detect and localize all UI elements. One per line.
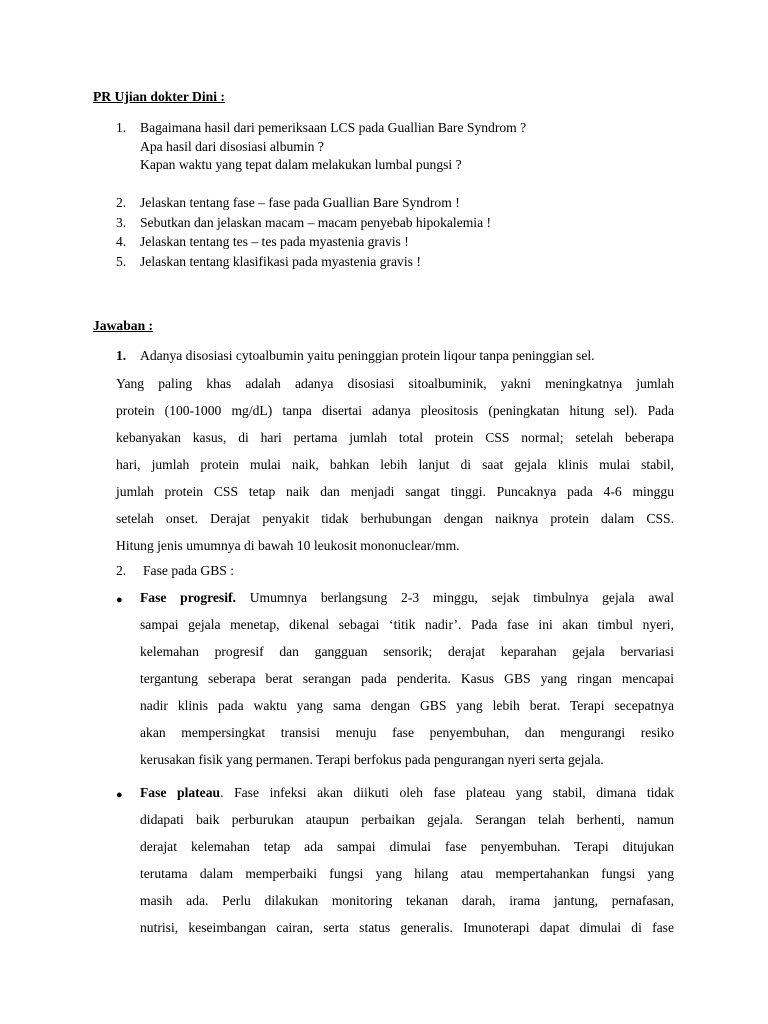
paragraph-line: kerusakan fisik yang permanen. Terapi berfokus pada pengurangan nyeri serta gejala. [140,752,604,767]
question-number: 1. [116,120,127,135]
answer-2-heading: Fase pada GBS : [143,563,234,578]
phase-progresif [140,584,674,773]
question-text: Bagaimana hasil dari pemeriksaan LCS pada Guallian Bare Syndrom ? [140,120,527,135]
paragraph-line: kebanyakan kasus, di hari pertama jumlah total protein CSS normal; setelah beberapa [116,430,674,445]
question-text: Kapan waktu yang tepat dalam melakukan lumbal pungsi ? [140,157,462,172]
paragraph-line: sampai gejala menetap, dikenal sebagai ‘titik nadir’. Pada fase ini akan timbul nyeri, [140,617,674,632]
document-title: PR Ujian dokter Dini : [93,89,225,104]
answers-heading: Jawaban : [93,318,154,333]
answer-first-line: Adanya disosiasi cytoalbumin yaitu peninggian protein liqour tanpa peninggian sel. [140,348,595,363]
question-number: 2. [116,195,127,210]
paragraph-line: derajat kelemahan tetap ada sampai dimulai fase penyembuhan. Terapi ditujukan [140,839,674,854]
question-text: Jelaskan tentang fase – fase pada Guallian Bare Syndrom ! [140,195,460,210]
phase-first-text: Umumnya berlangsung 2-3 minggu, sejak timbulnya gejala awal [249,590,674,605]
question-number: 3. [116,215,127,230]
paragraph-line: nutrisi, keseimbangan cairan, serta status generalis. Imunoterapi dapat dimulai di fase [140,920,674,935]
answer-number: 2. [116,563,127,578]
question-text: Apa hasil dari disosiasi albumin ? [140,139,324,154]
question-number: 4. [116,234,127,249]
paragraph-line: Yang paling khas adalah adanya disosiasi sitoalbuminik, yakni meningkatnya jumlah [116,376,674,391]
paragraph-line: nadir klinis pada waktu yang sama dengan GBS yang lebih berat. Terapi secepatnya [140,698,674,713]
paragraph-line: tergantung seberapa berat serangan pada penderita. Kasus GBS yang ringan mencapai [140,671,674,686]
paragraph-line [140,779,674,806]
phase-plateau [140,779,674,941]
paragraph-line: akan mempersingkat transisi menuju fase penyembuhan, dan mengurangi resiko [140,725,674,740]
phase-term: Fase plateau [140,785,221,800]
paragraph-line: hari, jumlah protein mulai naik, bahkan lebih lanjut di saat gejala klinis mulai stabil, [116,457,674,472]
paragraph-line: didapati baik perburukan ataupun perbaikan gejala. Serangan telah berhenti, namun [140,812,674,827]
bullet-icon: ● [116,594,123,606]
question-text: Sebutkan dan jelaskan macam – macam penyebab hipokalemia ! [140,215,492,230]
phase-term: Fase progresif. [140,590,236,605]
answer-number: 1. [116,348,127,363]
answer-1-paragraph [116,370,674,559]
paragraph-line: protein (100-1000 mg/dL) tanpa disertai adanya pleositosis (peningkatan hitung sel). Pada [116,403,674,418]
question-text: Jelaskan tentang tes – tes pada myastenia gravis ! [140,234,409,249]
paragraph-line: kelemahan progresif dan gangguan sensorik; derajat keparahan gejala bervariasi [140,644,674,659]
bullet-icon: ● [116,789,123,801]
paragraph-line: jumlah protein CSS tetap naik dan menjadi sangat tinggi. Puncaknya pada 4-6 minggu [116,484,674,499]
paragraph-line [140,584,674,611]
paragraph-line: setelah onset. Derajat penyakit tidak berhubungan dengan naiknya protein dalam CSS. [116,511,674,526]
paragraph-line: Hitung jenis umumnya di bawah 10 leukosit mononuclear/mm. [116,538,460,553]
question-text: Jelaskan tentang klasifikasi pada myastenia gravis ! [140,254,421,269]
question-number: 5. [116,254,127,269]
phase-first-text: . Fase infeksi akan diikuti oleh fase plateau yang stabil, dimana tidak [220,785,675,800]
paragraph-line: masih ada. Perlu dilakukan monitoring tekanan darah, irama jantung, pernafasan, [140,893,674,908]
paragraph-line: terutama dalam memperbaiki fungsi yang hilang atau mempertahankan fungsi yang [140,866,674,881]
